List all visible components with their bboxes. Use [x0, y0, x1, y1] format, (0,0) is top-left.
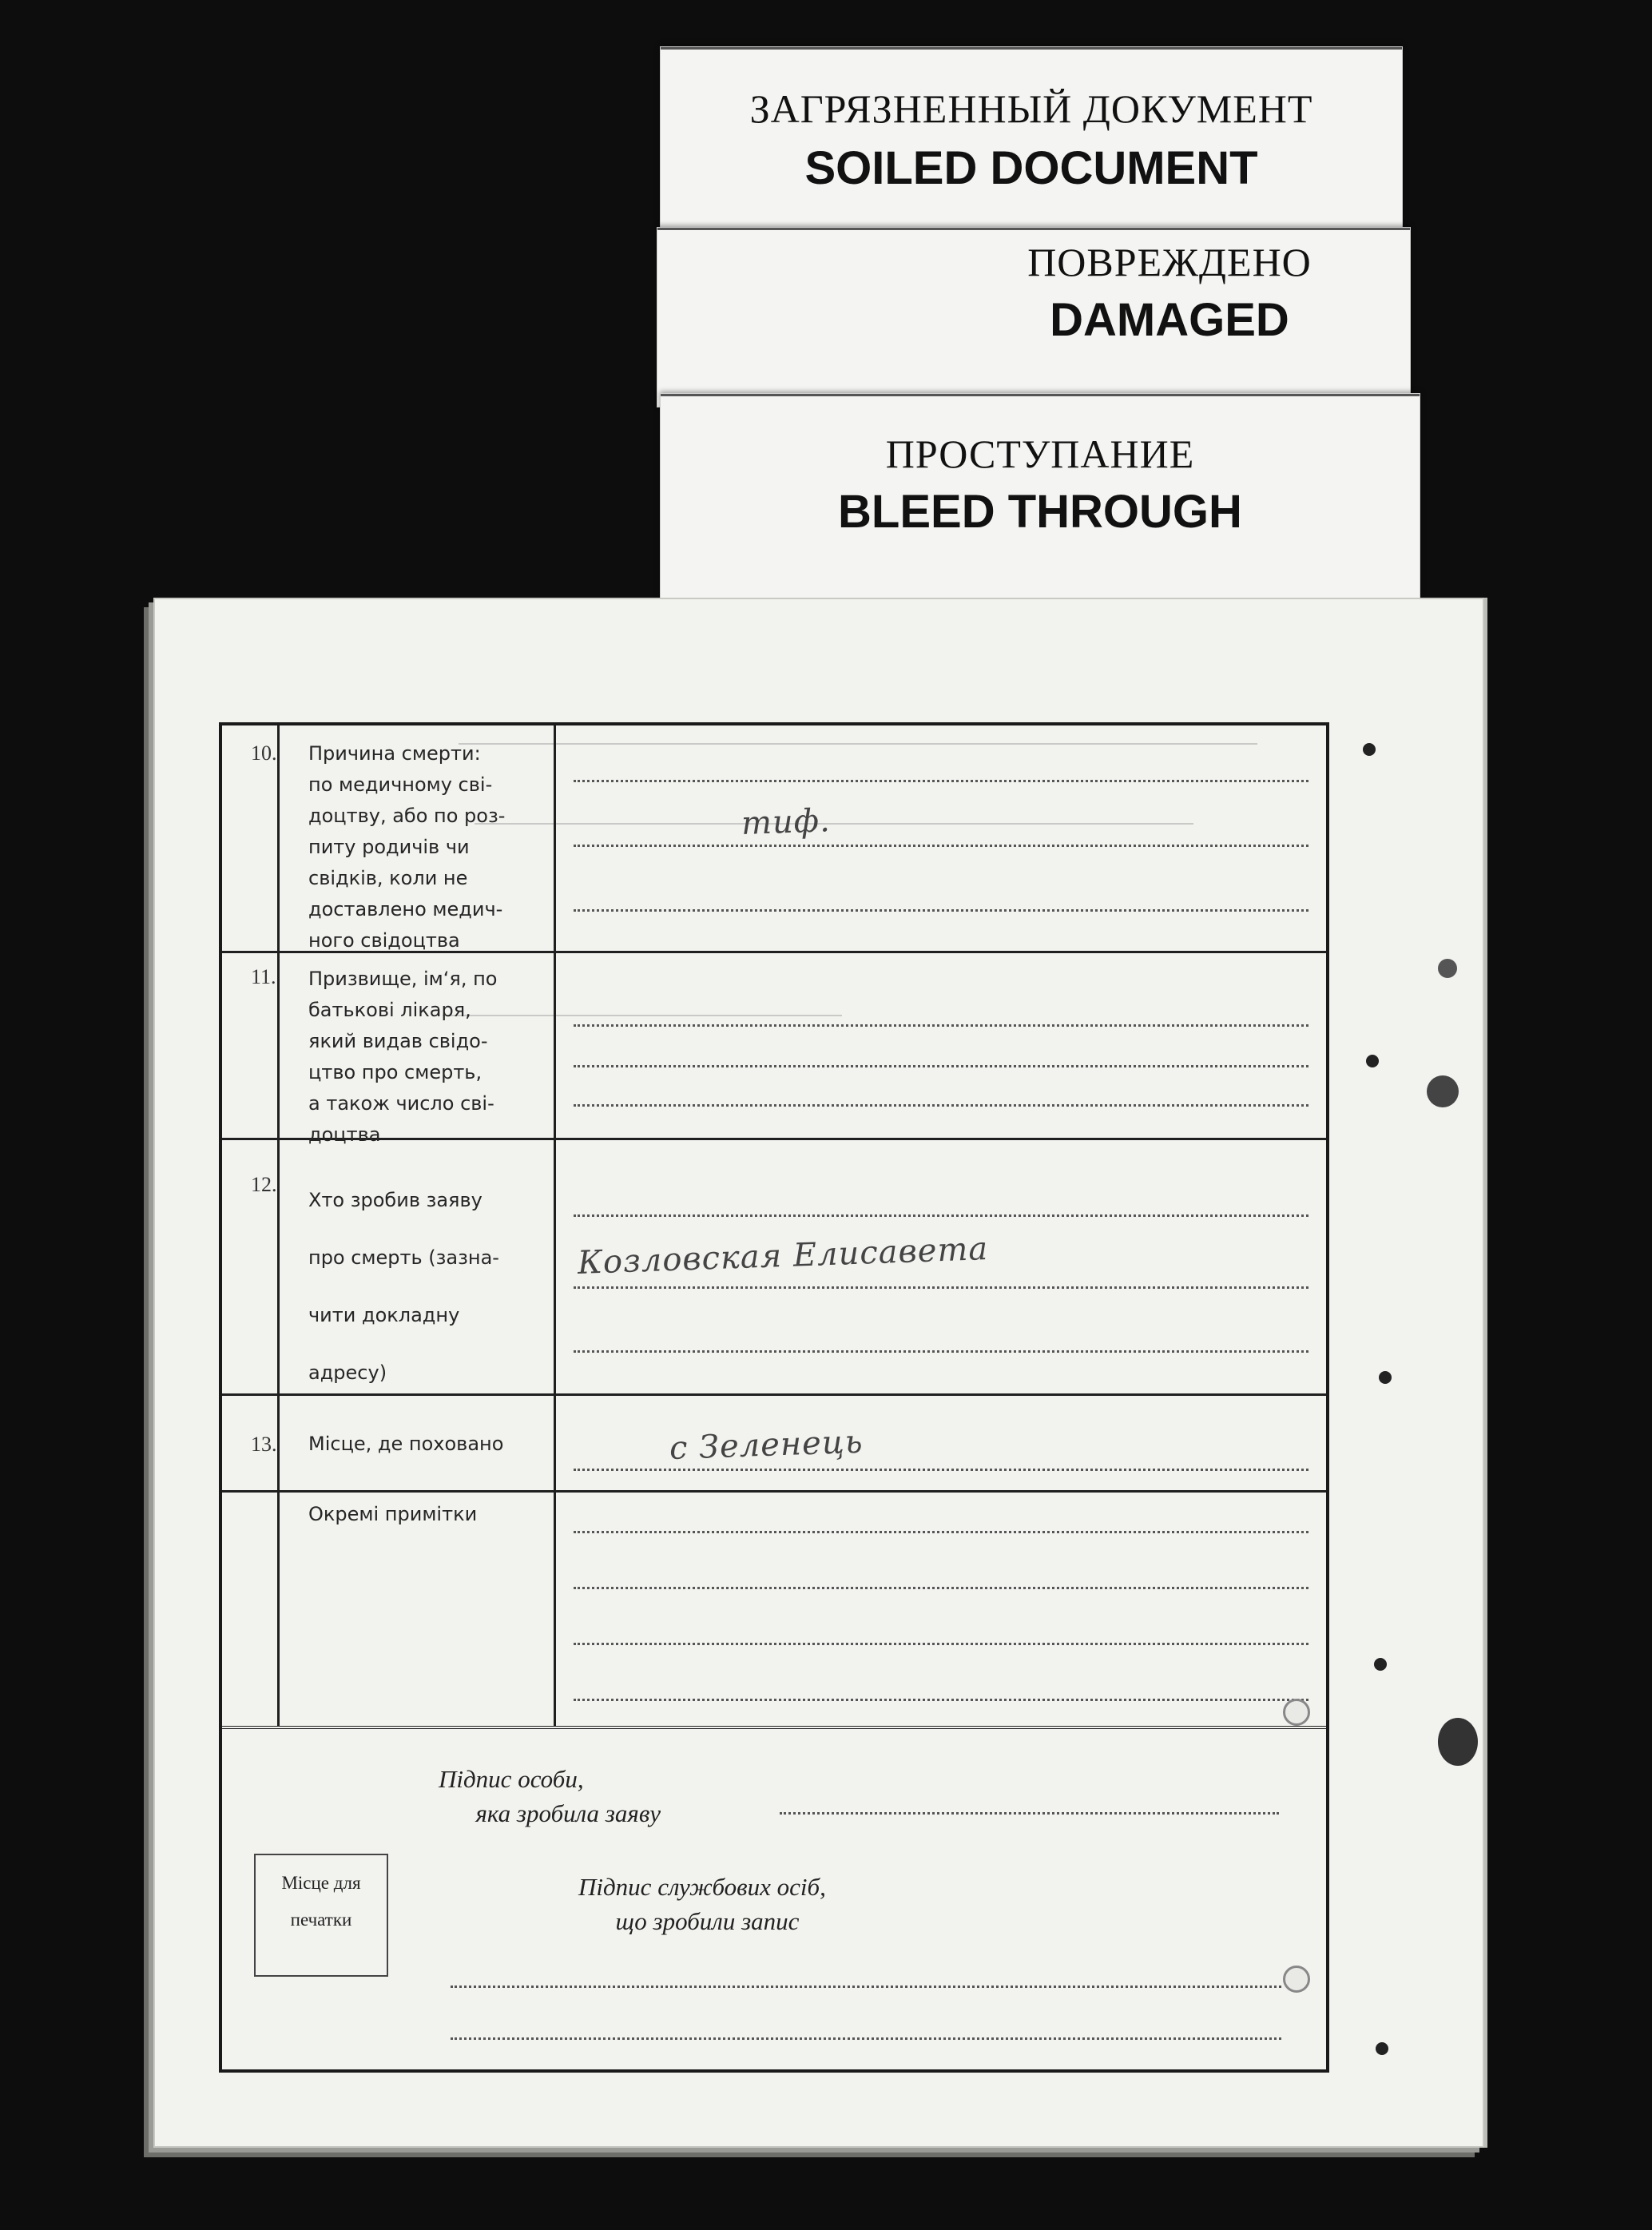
section-divider	[222, 1726, 1326, 1729]
ink-spot	[1379, 1371, 1392, 1384]
flag-damaged-en: DAMAGED	[1050, 294, 1289, 346]
flag-bleed-through	[660, 393, 1420, 606]
number-column-divider	[277, 725, 280, 1726]
row-13-number: 13.	[251, 1433, 277, 1456]
flag-soiled-en: SOILED DOCUMENT	[804, 142, 1258, 194]
row-12-handwritten-entry: Козловская Елисавета	[577, 1230, 989, 1282]
notes-label: Окремі примітки	[308, 1503, 478, 1525]
officials-signature-label: Підпис службових осіб, що зробили запис	[578, 1873, 826, 1935]
flag-bleed-ru: ПРОСТУПАНИЕ	[885, 431, 1195, 476]
entry-line	[574, 1587, 1308, 1589]
row-11-label: Призвище, ім‘я, по батькові лікаря, який видав свідо- цтво про смерть, а також число сві- доцтва	[308, 968, 498, 1146]
entry-line	[574, 909, 1308, 912]
flag-damaged-ru: ПОВРЕЖДЕНО	[1027, 240, 1312, 284]
row-10-label: Причина смерти: по медичному сві- доцтву, або по роз- питу родичів чи свідків, коли не доставлено медич- ного свідоцтва	[308, 742, 506, 952]
punch-hole	[1283, 1966, 1310, 1993]
entry-line	[574, 1286, 1308, 1289]
entry-line	[574, 1531, 1308, 1533]
applicant-signature-line	[780, 1812, 1279, 1815]
entry-line	[574, 1024, 1308, 1027]
label-column-divider	[554, 725, 556, 1726]
officials-signature-line	[451, 1986, 1281, 1988]
row-11-number: 11.	[251, 965, 276, 988]
row-12-number: 12.	[251, 1173, 277, 1196]
ink-spot	[1374, 1658, 1387, 1671]
entry-line	[574, 1699, 1308, 1701]
ink-spot	[1363, 743, 1376, 756]
entry-line	[574, 780, 1308, 782]
flag-soiled-document	[660, 46, 1403, 254]
ink-spot	[1366, 1055, 1379, 1067]
row-13-handwritten-entry: с Зеленець	[669, 1423, 864, 1467]
ink-spot	[1376, 2042, 1388, 2055]
ink-spot	[1427, 1075, 1459, 1107]
ink-spot	[1438, 1718, 1478, 1766]
row-12-label: Хто зробив заяву про смерть (зазна- чити докладну адресу)	[308, 1189, 499, 1384]
flag-bleed-en: BLEED THROUGH	[838, 486, 1242, 538]
ink-spot	[1438, 959, 1457, 978]
flag-soiled-ru: ЗАГРЯЗНЕННЫЙ ДОКУМЕНТ	[749, 86, 1313, 131]
applicant-signature-label: Підпис особи, яка зробила заяву	[439, 1765, 661, 1827]
flag-damaged	[657, 227, 1411, 407]
entry-line	[574, 1214, 1308, 1217]
row-divider	[222, 1490, 1326, 1493]
entry-line	[574, 1469, 1308, 1471]
officials-signature-line	[451, 2037, 1281, 2040]
entry-line	[574, 1104, 1308, 1107]
entry-line	[574, 1350, 1308, 1353]
stamp-placeholder: Місце для печатки	[254, 1854, 388, 1977]
row-10-number: 10.	[251, 741, 277, 765]
row-10-handwritten-entry: тиф.	[741, 802, 832, 842]
row-13-label: Місце, де поховано	[308, 1433, 504, 1455]
entry-line	[574, 1643, 1308, 1645]
punch-hole	[1283, 1699, 1310, 1726]
entry-line	[574, 1065, 1308, 1067]
entry-line	[574, 845, 1308, 847]
